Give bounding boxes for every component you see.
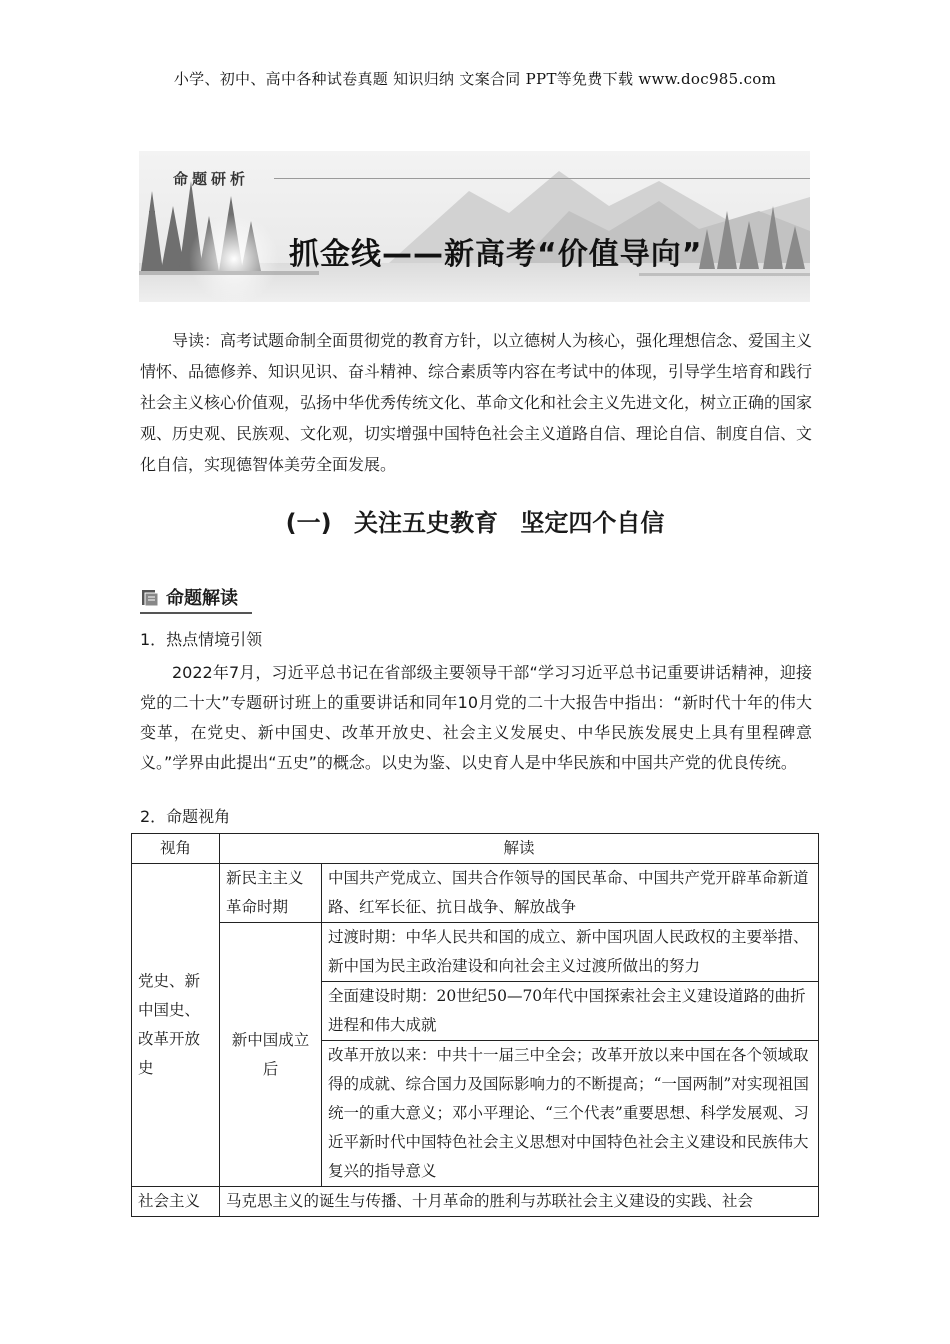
hot-topic-paragraph: 2022年7月，习近平总书记在省部级主要领导干部“学习习近平总书记重要讲话精神，迎接党的二十大”专题研讨班上的重要讲话和同年10月党的二十大报告中指出：“新时代十年的伟大变革，在党史、新中国史、改革开放史、社会主义发展史、中华民族发展史上具有里程碑意义。”学界由此提出“五史”的概念。以史为鉴、以史育人是中华民族和中国共产党的优良传统。 [140, 663, 812, 772]
banner-title: 抓金线——新高考“价值导向” [289, 237, 703, 272]
perspective-table [131, 833, 819, 1217]
row-construction: 全面建设时期：20世纪50—70年代中国探索社会主义建设道路的曲折进程和伟大成就 [322, 982, 819, 1041]
header-interpretation: 解读 [220, 834, 819, 864]
hot-topic-heading: 1．热点情境引领 [140, 630, 263, 649]
table-row [132, 864, 819, 923]
header-view: 视角 [132, 834, 220, 864]
section-title: (一) 关注五史教育 坚定四个自信 [285, 509, 665, 537]
banner-divider [274, 178, 810, 179]
table-row [132, 1187, 819, 1217]
title-banner [139, 151, 810, 302]
table-row [132, 923, 819, 982]
subhead-label: 命题解读 [166, 588, 238, 609]
document-icon [141, 589, 159, 607]
row-transition: 过渡时期：中华人民共和国的成立、新中国巩固人民政权的主要举措、新中国为民主政治建设和向社会主义过渡所做出的努力 [322, 923, 819, 982]
group-socialism [132, 1187, 220, 1217]
row-new-democratic: 中国共产党成立、国共合作领导的国民革命、中国共产党开辟革命新道路、红军长征、抗日战争、解放战争 [322, 864, 819, 923]
row-reform: 改革开放以来：中共十一届三中全会；改革开放以来中国在各个领域取得的成就、综合国力及国际影响力的不断提高；“一国两制”对实现祖国统一的重大意义；邓小平理论、“三个代表”重要思想、科学发展观、习近平新时代中国特色社会主义思想对中国特色社会主义建设和民族伟大复兴的指导意义 [322, 1041, 819, 1187]
perspective-heading: 2．命题视角 [140, 807, 231, 826]
table-header-row [132, 834, 819, 864]
subgroup-new-democratic: 新民主主义革命时期 [220, 864, 322, 923]
banner-label: 命题研析 [173, 170, 250, 188]
group-party-history: 党史、新中国史、改革开放史 [132, 864, 220, 1187]
subhead [140, 584, 252, 614]
group-socialism-label: 社会主义 [138, 1192, 201, 1210]
intro-paragraph: 导读：高考试题命制全面贯彻党的教育方针，以立德树人为核心，强化理想信念、爱国主义情怀、品德修养、知识见识、奋斗精神、综合素质等内容在考试中的体现，引导学生培育和践行社会主义核心价值观，弘扬中华优秀传统文化、革命文化和社会主义先进文化，树立正确的国家观、历史观、民族观、文化观，切实增强中国特色社会主义道路自信、理论自信、制度自信、文化自信，实现德智体美劳全面发展。 [140, 331, 813, 474]
row-socialism-text: 马克思主义的诞生与传播、十月革命的胜利与苏联社会主义建设的实践、社会 [226, 1192, 754, 1210]
page-header: 小学、初中、高中各种试卷真题 知识归纳 文案合同 PPT等免费下载 www.doc985.com [173, 70, 777, 88]
row-socialism [220, 1187, 819, 1217]
subgroup-after-founding: 新中国成立后 [220, 923, 322, 1187]
